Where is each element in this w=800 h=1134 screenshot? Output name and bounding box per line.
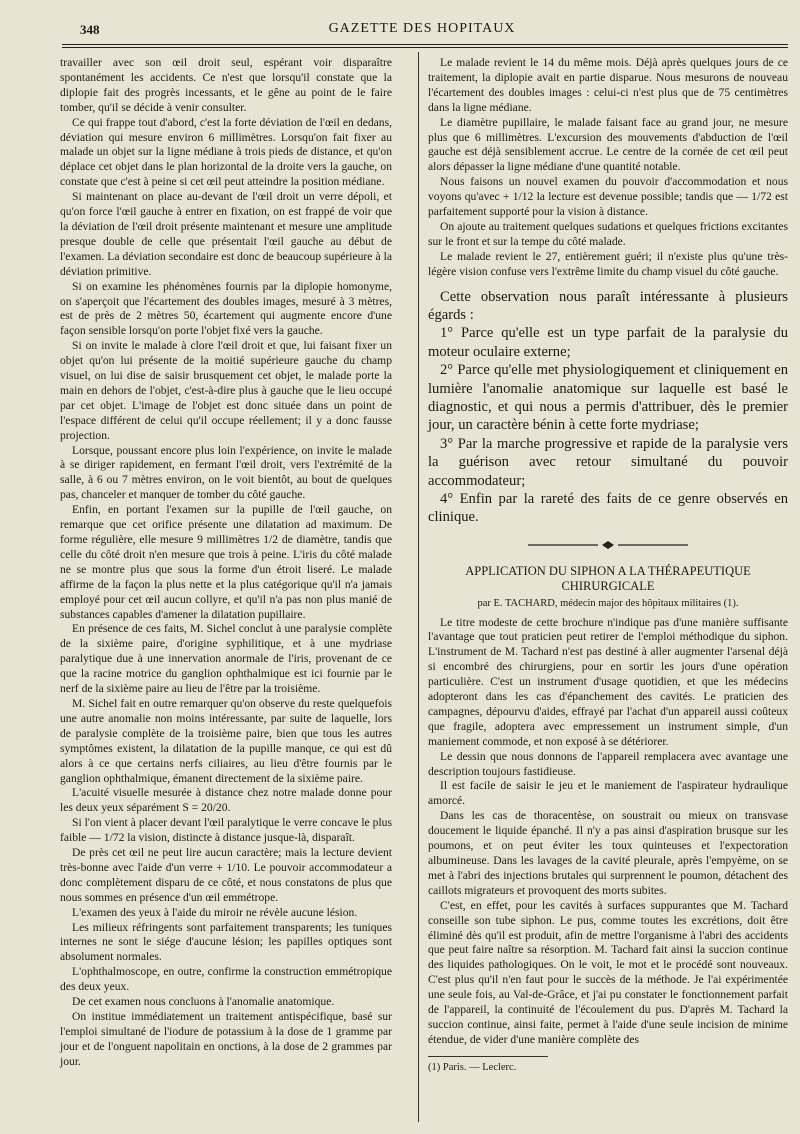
paragraph: On ajoute au traitement quelques sudations et quelques frictions excitantes sur le front et sur la tempe du côté malade. <box>428 219 788 248</box>
running-title: GAZETTE DES HOPITAUX <box>328 21 516 36</box>
paragraph: Le diamètre pupillaire, le malade faisant face au grand jour, ne mesure plus que 6 millimètres. L'excursion des mouvements d'abduction de l'œil gauche est déjà sensiblement accrue. Le centre de la cornée de cet œil peut alors dépasser la ligne médiane d'une quantité notable. <box>428 115 788 174</box>
ornament-rule-icon <box>528 541 688 549</box>
paragraph: L'acuité visuelle mesurée à distance chez notre malade donne pour les deux yeux séparément S = 20/20. <box>60 786 392 815</box>
paragraph: Si l'on vient à placer devant l'œil paralytique le verre concave le plus faible — 1/72 la vision, distincte à distance jusque-là, disparaît. <box>60 816 392 845</box>
header-rule <box>62 44 788 45</box>
header-rule-double <box>62 47 788 48</box>
paragraph: Les milieux réfringents sont parfaitement transparents; les tuniques internes ne sont le siége d'aucune lésion; les papilles optiques sont absolument normales. <box>60 920 392 964</box>
paragraph: On institue immédiatement un traitement antispécifique, basé sur l'emploi simultané de l'iodure de potassium à la dose de 1 gramme par jour et de l'onguent napolitain en onctions, à la dose de 2 grammes par jour. <box>60 1010 392 1068</box>
paragraph: Le dessin que nous donnons de l'appareil remplacera avec avantage une description toujours fastidieuse. <box>428 749 788 778</box>
paragraph: Lorsque, poussant encore plus loin l'expérience, on invite le malade à se diriger rapidement, en fermant l'œil droit, vers l'extrémité de la salle, à 6 ou 7 mètres environ, on le voit bientôt, au bout de quelques pas, chanceler et manquer de tomber du côté gauche. <box>60 443 392 502</box>
footnote: (1) Paris. — Leclerc. <box>428 1061 517 1073</box>
observation-intro: Cette observation nous paraît intéressante à plusieurs égards : <box>428 288 788 323</box>
paragraph: Le malade revient le 14 du même mois. Déjà après quelques jours de ce traitement, la diplopie avait en partie disparue. Nous mesurons de nouveau l'écartement des doubles images : celui-ci n'est plus que de 75 centimètres dans la ligne médiane. <box>428 56 788 114</box>
footnote-rule <box>428 1056 548 1057</box>
paragraph: De cet examen nous concluons à l'anomalie anatomique. <box>72 995 335 1009</box>
paragraph: Nous faisons un nouvel examen du pouvoir d'accommodation et nous voyons qu'avec + 1/12 la lecture est devenue possible; tandis que — 1/72 est parfaitement supporté pour la vision à distance. <box>428 175 788 219</box>
paragraph: Si maintenant on place au-devant de l'œil droit un verre dépoli, et qu'on force l'œil gauche à entrer en fixation, on est frappé de voir que la déviation de l'œil droit présente maintenant et mesure une amplitude presque double de celle que présentait l'œil gauche au début de l'examen. La déviation secondaire est donc de beaucoup supérieure à la déviation primitive. <box>60 190 392 278</box>
column-separator <box>418 52 419 1122</box>
paragraph: Dans les cas de thoracentèse, on soustrait ou mieux on transvase doucement le liquide épanché. Il n'y a pas ainsi d'aspiration brusque sur les poumons, et on peut éviter les toux quinteuses et l'expectoration albumineuse. Dans les lavages de la cavité pleurale, après l'empyème, on se met à l'abri des injections brutales qui surprennent le poumon, détachent des caillots migrateurs et provoquent des morts subites. <box>428 809 788 897</box>
paragraph: Le titre modeste de cette brochure n'indique pas d'une manière suffisante l'avantage que tout praticien peut retirer de l'emploi méthodique du siphon. L'instrument de M. Tachard n'est pas destiné à aller augmenter l'arsenal déjà si encombré des chirurgiens, pour en sortir les jours d'une opération particulière. C'est un instrument d'usage quotidien, et que les médecins adopteront dans les cas d'épanchement des cavités. Le praticien des campagnes, dépourvu d'aides, effrayé par l'achat d'un appareil aussi coûteux que fragile, adoptera avec empressement un instrument simple, d'un maniement commode, et non exposé à se détériorer. <box>428 615 788 748</box>
paragraph: De près cet œil ne peut lire aucun caractère; mais la lecture devient très-bonne avec l'aide d'un verre + 1/10. Le pouvoir accommodateur a donc complètement disparu de ce côté, et nous constatons de plus que nous sommes en présence d'un œil emmétrope. <box>60 846 392 904</box>
observation-point: 2° Parce qu'elle met physiologiquement et cliniquement en lumière l'anomalie anatomique sur laquelle est basé le diagnostic, et qui nous a permis d'attribuer, dès le premier jour, un caractère bénin à cette forte mydriase; <box>428 362 788 434</box>
article-title: APPLICATION DU SIPHON A LA THÉRAPEUTIQUE CHIRURGICALE <box>465 563 751 593</box>
observation-point: 1° Parce qu'elle est un type parfait de la paralysie du moteur oculaire externe; <box>428 325 788 360</box>
paragraph: L'examen des yeux à l'aide du miroir ne révèle aucune lésion. <box>72 905 358 919</box>
paragraph: Si on invite le malade à clore l'œil droit et que, lui faisant fixer un objet qu'on lui présente de la moitié supérieure gauche du champ visuel, on lui dise de saisir brusquement cet objet, le malade porte la main en dehors de l'objet, c'est-à-dire plus à gauche que le lieu occupé par cet objet. L'image de l'objet est donc située dans un point de l'espace différent de celui qu'il occupe réellement; il y a donc fausse projection. <box>60 339 392 442</box>
paragraph: C'est, en effet, pour les cavités à surfaces suppurantes que M. Tachard conseille son tube siphon. Le pus, comme toutes les excrétions, doit être éliminé dès qu'il est produit, afin de mettre l'organisme à l'abri des accidents que peut faire naître sa résorption. M. Tachard fait ainsi la succion continue des liquides pathologiques. On le voit, le mot et le procédé sont nouveaux. C'est plus qu'il n'en faut pour le succès de la méthode. Je l'ai expérimentée une seule fois, au Val-de-Grâce, et j'ai pu constater le fonctionnement parfait de l'appareil, la continuité de l'écoulement du pus. D'après M. Tachard la succion continue, ainsi faite, permet à l'aide d'une seule incision de minime étendue, de vider d'une manière complète des <box>428 898 788 1046</box>
paragraph: Enfin, en portant l'examen sur la pupille de l'œil gauche, on remarque que cet orifice présente une dilatation ad maximum. De forme régulière, elle mesure 9 millimètres 1/2 de diamètre, tandis que celle du côté droit n'en mesure que trois à peine. L'iris du côté malade ne se montre plus que sous la forme d'un étroit liseré. Le malade affirme de la façon la plus nette et la plus catégorique qu'il n'a jamais employé pour cet œil aucun collyre, et qu'il n'a pas non plus manié de substances capables d'amener la dilatation pupillaire. <box>60 503 392 621</box>
paragraph: L'ophthalmoscope, en outre, confirme la construction emmétropique des deux yeux. <box>60 965 392 994</box>
page-header <box>62 18 782 42</box>
page-number: 348 <box>80 22 100 37</box>
paragraph: Ce qui frappe tout d'abord, c'est la forte déviation de l'œil en dedans, déviation qui mesure environ 6 millimètres. Lorsqu'on fait fixer au malade un objet sur la ligne médiane à trois pieds de distance, et qu'on déplace cet objet dans le plan horizontal de la droite vers la gauche, on constate que c'est à peine si cet œil peut atteindre la position médiane. <box>60 115 392 189</box>
right-column <box>428 56 788 1076</box>
observation-point: 3° Par la marche progressive et rapide de la paralysie vers la guérison avec retour simultané du pouvoir accommodateur; <box>428 435 788 489</box>
section-ornament <box>428 539 788 554</box>
article-byline: par E. TACHARD, médecin major des hôpitaux militaires (1). <box>477 597 739 609</box>
paragraph: Si on examine les phénomènes fournis par la diplopie homonyme, on s'aperçoit que l'écartement des doubles images, mesuré à 3 mètres, est de près de 2 mètres 50, écartement qui augmente encore d'une façon sensible lorsqu'on porte l'objet fixé vers la gauche. <box>60 279 392 338</box>
paragraph: M. Sichel fait en outre remarquer qu'on observe du reste quelquefois une autre anomalie non moins intéressante, par suite de laquelle, lors de paralysie complète de la troisième paire, bien que tous les autres symptômes existent, la dilatation de la pupille manque, ce qui est dû alors à ce que certains nerfs ciliaires, au lieu d'être fournis par le ganglion ophthalmique, émanent directement de la sixième paire. <box>60 696 392 785</box>
paragraph: travailler avec son œil droit seul, espérant voir disparaître spontanément les accidents. Ce n'est que lorsqu'il constate que la diplopie fait des progrès incessants, et le gêne au point de le faire tomber, qu'il se décide à venir consulter. <box>60 56 392 114</box>
left-column <box>60 56 392 1070</box>
paragraph: En présence de ces faits, M. Sichel conclut à une paralysie complète de la sixième paire, d'origine syphilitique, et à une mydriase paralytique due à une innervation anormale de l'iris, provenant de ce que la racine motrice du ganglion ophthalmique est ici fournie par le nerf de la sixième paire au lieu de l'être par la troisième. <box>60 622 392 696</box>
observation-point: 4° Enfin par la rareté des faits de ce genre observés en clinique. <box>428 491 788 526</box>
paragraph: Le malade revient le 27, entièrement guéri; il n'existe plus qu'une très-légère vision confuse vers l'extrême limite du champ visuel du côté gauche. <box>428 249 788 278</box>
paragraph: Il est facile de saisir le jeu et le maniement de l'aspirateur hydraulique amorcé. <box>428 779 788 808</box>
